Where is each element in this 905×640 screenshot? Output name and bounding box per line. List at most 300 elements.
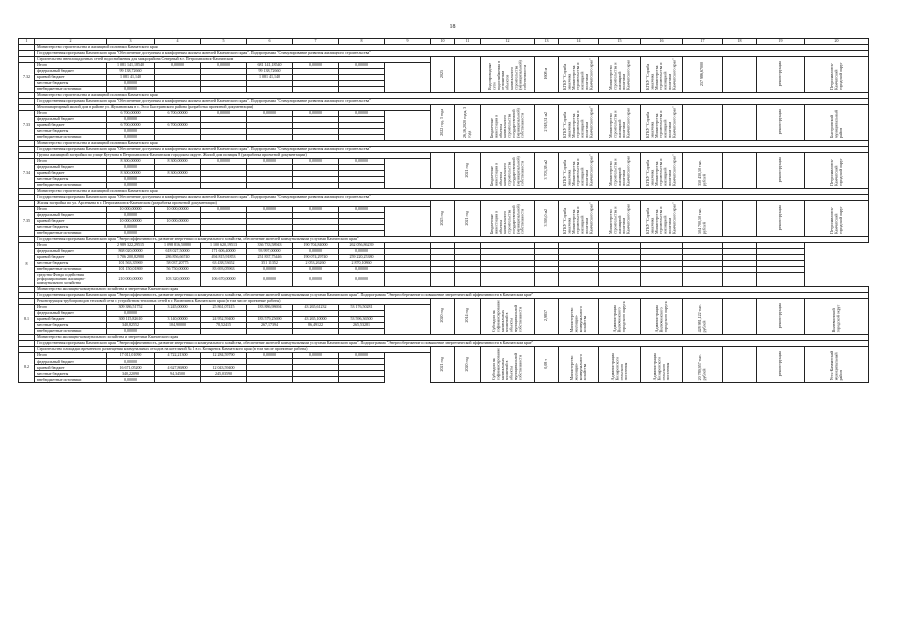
attribute-cell: [757, 298, 805, 334]
finance-label: федеральный бюджет: [35, 310, 107, 316]
attribute-text: Администрация Вилючинского городского округа: [611, 301, 626, 333]
finance-value: 190 074,29740: [293, 255, 339, 261]
program-row-text: Государственная программа Камчатского края "Обеспечение доступным и комфортным жильем жителей Камчатского края". Подпрограмма "Стимулирование развития жилищного строительства": [35, 195, 869, 201]
investment-table: [18, 38, 869, 383]
finance-value: 868 020,00000: [107, 249, 155, 255]
finance-value: 336 733,58943: [247, 243, 293, 249]
finance-value: 0,00000: [293, 273, 339, 287]
finance-value: 10 000,00000: [155, 219, 201, 225]
attribute-cell: [757, 153, 805, 189]
finance-value: [155, 377, 201, 383]
finance-label: внебюджетные источники: [35, 231, 107, 237]
finance-label: краевой бюджет: [35, 171, 107, 177]
finance-label: внебюджетные источники: [35, 377, 107, 383]
finance-label: краевой бюджет: [35, 365, 107, 371]
attribute-text: КГКУ "Служба заказчика Министерства строительства и жилищной политики Камчатского края": [562, 106, 594, 139]
finance-label: местные бюджеты: [35, 225, 107, 231]
finance-value: 6 700,00000: [155, 111, 201, 117]
attribute-text: Бюджетные инвестиции в объекты капитального строительства государственной (муниципальной) собственности: [488, 204, 525, 235]
attribute-cell: [723, 201, 757, 237]
finance-value: 0,00000: [107, 183, 155, 189]
attribute-cell: [431, 201, 455, 237]
finance-value: [339, 377, 385, 383]
attribute-cell: [723, 346, 757, 382]
attribute-cell: [535, 57, 559, 93]
finance-value: 2 989 322,29515: [107, 243, 155, 249]
finance-label: краевой бюджет: [35, 219, 107, 225]
finance-value: 12 043,59400: [201, 365, 247, 371]
finance-value: 0,00000: [107, 231, 155, 237]
finance-label: Итого: [35, 207, 107, 213]
finance-value: 0,00000: [107, 213, 155, 219]
attribute-cell: [559, 298, 599, 334]
column-number: 17: [683, 39, 723, 45]
row-code: 8: [19, 243, 35, 287]
finance-value: 262 056,86239: [339, 243, 385, 249]
finance-value: 0,00000: [107, 359, 155, 365]
finance-value: 210 000,00000: [107, 273, 155, 287]
finance-value: 25 861,07415: [201, 304, 247, 310]
finance-value: 309 386,51752: [107, 304, 155, 310]
column-number: 4: [155, 39, 201, 45]
blank-cell: [559, 273, 599, 287]
column-number: 14: [559, 39, 599, 45]
attribute-cell: [683, 298, 723, 334]
finance-value: 8 300,00000: [155, 171, 201, 177]
finance-label: Итого: [35, 243, 107, 249]
finance-value: 1 081 41,140: [247, 75, 293, 81]
attribute-cell: [723, 153, 757, 189]
attribute-text: 428 981,122 тыс. рублей: [697, 304, 707, 333]
attribute-text: Быстринский муниципальный район: [828, 110, 843, 139]
attribute-cell: [599, 57, 641, 93]
attribute-cell: [559, 153, 599, 189]
finance-value: 0,00000: [293, 249, 339, 255]
program-row-text: Государственная программа Камчатского края "Обеспечение доступным и комфортным жильем жителей Камчатского края". Подпрограмма "Стимулирование развития жилищного строительства": [35, 147, 869, 153]
attribute-cell: [431, 346, 455, 382]
finance-value: 0,00000: [201, 159, 247, 165]
column-number: 1: [19, 39, 35, 45]
finance-value: 99 138,72660: [107, 69, 155, 75]
attribute-cell: [455, 105, 481, 141]
attribute-text: 0,08 т: [543, 359, 549, 369]
attribute-text: 2021 год: [439, 356, 445, 372]
finance-label: местные бюджеты: [35, 261, 107, 267]
attribute-text: 2025: [439, 69, 445, 78]
attribute-cell: [455, 298, 481, 334]
finance-value: 0,00000: [293, 207, 339, 213]
attribute-text: Бюджетные инвестиции в объекты капитального строительства государственной (муниципальной) собственности: [488, 108, 525, 139]
finance-value: 24 952,59400: [201, 316, 247, 322]
finance-value: 101 150,01869: [107, 267, 155, 273]
blank-cell: [723, 273, 757, 287]
finance-value: 190 704,84000: [293, 243, 339, 249]
attribute-text: 2020 год: [439, 308, 445, 323]
finance-label: внебюджетные источники: [35, 135, 107, 141]
attribute-text: 2,9857: [543, 310, 549, 322]
column-number: 18: [723, 39, 757, 45]
attribute-cell: [481, 57, 535, 93]
finance-value: 0,00000: [155, 63, 201, 69]
finance-value: 104,90000: [155, 322, 201, 328]
finance-value: 93 997,00000: [247, 249, 293, 255]
finance-label: федеральный бюджет: [35, 359, 107, 365]
ministry-row-text: Министерство строительства и жилищной политики Камчатского края: [35, 189, 869, 195]
finance-value: 86,49122: [293, 322, 339, 328]
attribute-text: Бюджетные инвестиции в объекты капитального строительства государственной (муниципальной) собственности: [488, 156, 525, 187]
column-number: 3: [107, 39, 155, 45]
finance-value: 0,00000: [339, 207, 385, 213]
attribute-text: 1608 м: [543, 68, 549, 80]
attribute-cell: [535, 201, 559, 237]
finance-value: 0,00000: [107, 81, 155, 87]
finance-value: [201, 377, 247, 383]
attribute-text: КГКУ "Служба заказчика Министерства строительства и жилищной политики Камчатского края": [562, 202, 594, 235]
finance-value: 681 141,18540: [247, 63, 293, 69]
finance-value: 1 706 200,82980: [107, 255, 155, 261]
attribute-text: КГКУ "Служба заказчика Министерства строительства и жилищной политики Камчатского края": [562, 58, 594, 91]
attribute-cell: [481, 346, 535, 382]
finance-value: 351 11352: [247, 261, 293, 267]
finance-value: 4 722,21300: [155, 352, 201, 358]
finance-label: федеральный бюджет: [35, 69, 107, 75]
finance-value: 2 053,26260: [293, 261, 339, 267]
finance-label: Итого: [35, 159, 107, 165]
finance-label: краевой бюджет: [35, 75, 107, 81]
attribute-text: 2021 год: [464, 210, 470, 226]
attribute-text: КГКУ "Служба заказчика Министерства строительства и жилищной политики Камчатского края": [645, 58, 677, 91]
finance-value: 0,00000: [247, 159, 293, 165]
finance-value: [247, 377, 293, 383]
finance-value: 259 220,25380: [339, 255, 385, 261]
object-row-text: Группа жилищной застройки по улице Кутузова в Петропавловск-Камчатском городском округе. Жилой дом позиция 8 (разработка проектной документации): [35, 153, 431, 159]
finance-value: 0,00000: [107, 328, 155, 334]
finance-value: 171 606,40000: [201, 249, 247, 255]
finance-label: внебюджетные источники: [35, 183, 107, 189]
attribute-cell: [559, 201, 599, 237]
program-row-text: Государственная программа Камчатского края "Энергоэффективность, развитие энергетики и коммунального хозяйства, обеспечение жителей коммунальными услугами Камчатского края". Подпрограмма "Энергосбережение и повышение энергетической эффективности в Камчатском крае": [35, 292, 869, 298]
finance-value: 494 815,91853: [201, 255, 247, 261]
finance-value: 103 320,00000: [155, 273, 201, 287]
attribute-text: Министерство строительства и жилищной политики Камчатского края: [607, 108, 631, 139]
finance-value: 0,00000: [293, 159, 339, 165]
attribute-cell: [559, 57, 599, 93]
column-number: 2: [35, 39, 107, 45]
finance-label: местные бюджеты: [35, 322, 107, 328]
object-row-text: Строительство внеплощадочных сетей водоснабжения для микрорайона Северный в г. Петропавловск-Камчатском: [35, 57, 431, 63]
blank-cell: [641, 273, 683, 287]
finance-value: 183 886,98694: [247, 304, 293, 310]
attribute-text: реконструкция: [777, 109, 783, 135]
attribute-cell: [757, 346, 805, 382]
attribute-text: 26,16,2020 годы, 3 года: [462, 107, 472, 139]
finance-value: 99 138,72660: [247, 69, 293, 75]
attribute-cell: [455, 57, 481, 93]
attribute-cell: [599, 346, 641, 382]
column-number: 6: [247, 39, 293, 45]
attribute-cell: [805, 298, 869, 334]
finance-value: 6 700,00000: [155, 123, 201, 129]
attribute-text: Петропавловск-Камчатский городской округ: [828, 206, 843, 235]
attribute-text: 257 986,67000: [699, 61, 705, 86]
finance-value: 0,00000: [247, 267, 293, 273]
finance-value: 53 596,36500: [339, 316, 385, 322]
finance-value: 0,00000: [247, 111, 293, 117]
attribute-cell: [535, 105, 559, 141]
finance-value: 265,53281: [339, 322, 385, 328]
finance-label: местные бюджеты: [35, 177, 107, 183]
finance-value: 0,00000: [107, 117, 155, 123]
finance-label: федеральный бюджет: [35, 213, 107, 219]
attribute-text: Субсидии на софинансирование капитальных вложений в объекты муниципальной собственности: [491, 299, 523, 332]
row-code: 7.32: [19, 63, 35, 93]
attribute-cell: [535, 346, 559, 382]
attribute-cell: [535, 153, 559, 189]
attribute-cell: [723, 57, 757, 93]
attribute-text: Субсидии на софинансирование капитальных вложений в объекты муниципальной собственности: [491, 347, 523, 381]
attribute-cell: [599, 298, 641, 334]
attribute-text: 350 430,50 тыс. рублей: [697, 160, 707, 187]
attribute-text: Министерство жилищно-коммунального хозяйства: [568, 306, 587, 333]
finance-value: 183 579,25690: [247, 316, 293, 322]
finance-value: 53 176,50281: [339, 304, 385, 310]
finance-label: Итого: [35, 111, 107, 117]
finance-label: краевой бюджет: [35, 316, 107, 322]
finance-value: 10 000,00000: [155, 207, 201, 213]
attribute-text: Водопроводные сети водоснабжения в отношении объектов капитального строительства (муниципальной) собственности: [486, 60, 527, 91]
attribute-text: 3 595,0 м2: [543, 209, 549, 227]
finance-label: Итого: [35, 63, 107, 69]
program-row-text: Государственная программа Камчатского края "Обеспечение доступным и комфортным жильем жителей Камчатского края". Подпрограмма "Стимулирование развития жилищного строительства": [35, 51, 869, 57]
finance-value: 16 671,05200: [107, 365, 155, 371]
finance-value: 1 081 41,140: [107, 75, 155, 81]
attribute-cell: [535, 298, 559, 334]
finance-value: 8 300,00000: [107, 171, 155, 177]
attribute-cell: [481, 153, 535, 189]
attribute-cell: [599, 105, 641, 141]
attribute-cell: [641, 153, 683, 189]
attribute-text: Петропавловск-Камчатский городской округ: [828, 62, 843, 91]
blank-cell: [481, 273, 535, 287]
finance-value: 78,52415: [201, 322, 247, 328]
finance-value: 0,00000: [339, 249, 385, 255]
attribute-text: реконструкция: [777, 157, 783, 183]
attribute-cell: [757, 201, 805, 237]
blank-cell: [535, 273, 559, 287]
finance-value: 0,00000: [339, 352, 385, 358]
finance-label: Итого: [35, 352, 107, 358]
finance-value: 267,17394: [247, 322, 293, 328]
column-number: 13: [535, 39, 559, 45]
object-row-text: Реконструкция трубопроводов тепловой сети с устройством тепловых сетей в г. Вилючинск Камчатского края (в том числе проектные работы): [35, 298, 431, 304]
attribute-text: КГКУ "Служба заказчика Министерства строительства и жилищной политики Камчатского края": [562, 154, 594, 187]
attribute-text: Министерство строительства и жилищной политики Камчатского края: [607, 60, 631, 91]
attribute-text: 2 918,31 м2: [543, 112, 549, 132]
attribute-text: Петропавловск-Камчатский городской округ: [828, 158, 843, 187]
finance-label: внебюджетные источники: [35, 328, 107, 334]
finance-value: 58 037,20775: [155, 261, 201, 267]
attribute-text: КГКУ "Служба заказчика Министерства строительства и жилищной политики Камчатского края": [645, 154, 677, 187]
row-code: 7.33: [19, 111, 35, 141]
finance-label: федеральный бюджет: [35, 249, 107, 255]
finance-value: 0,00000: [247, 352, 293, 358]
finance-label: местные бюджеты: [35, 81, 107, 87]
finance-label: местные бюджеты: [35, 371, 107, 377]
finance-label: федеральный бюджет: [35, 117, 107, 123]
column-number: 9: [385, 39, 431, 45]
blank-cell: [599, 273, 641, 287]
finance-value: 3 245,00000: [155, 304, 201, 310]
ministry-row-text: Министерство строительства и жилищной политики Камчатского края: [35, 93, 869, 99]
attribute-text: реконструкция: [777, 351, 783, 377]
finance-value: 0,00000: [339, 267, 385, 273]
ministry-row-text: Министерство строительства и жилищной политики Камчатского края: [35, 141, 869, 147]
attribute-text: 2021 год: [464, 162, 470, 178]
finance-label: местные бюджеты: [35, 129, 107, 135]
attribute-text: Вилючинский городской округ: [831, 304, 841, 333]
ministry-row-text: Министерство жилищно-коммунального хозяйства и энергетики Камчатского края: [35, 334, 869, 340]
finance-label: внебюджетные источники: [35, 87, 107, 93]
row-code: 7.34: [19, 159, 35, 189]
attribute-cell: [641, 105, 683, 141]
ministry-row-text: Министерство строительства и жилищной политики Камчатского края: [35, 45, 869, 51]
column-number: 16: [641, 39, 683, 45]
finance-value: 0,00000: [201, 111, 247, 117]
finance-value: 63 438,53652: [201, 261, 247, 267]
attribute-cell: [683, 57, 723, 93]
finance-value: 0,00000: [293, 111, 339, 117]
attribute-text: 504 700,50 тыс. рублей: [697, 208, 707, 235]
attribute-text: реконструкция: [777, 205, 783, 231]
attribute-cell: [683, 105, 723, 141]
program-row-text: Государственная программа Камчатского края "Обеспечение доступным и комфортным жильем жителей Камчатского края". Подпрограмма "Стимулирование развития жилищного строительства": [35, 99, 869, 105]
row-code: 7.35: [19, 207, 35, 237]
attribute-cell: [757, 57, 805, 93]
ministry-row-text: Министерство жилищно-коммунального хозяйства и энергетики Камчатского края: [35, 286, 869, 292]
attribute-cell: [431, 57, 455, 93]
finance-value: 0,00000: [201, 63, 247, 69]
attribute-text: КГКУ "Служба заказчика Министерства строительства и жилищной политики Камчатского края": [645, 202, 677, 235]
attribute-text: 2020 год: [464, 356, 470, 372]
finance-value: 0,00000: [107, 135, 155, 141]
finance-value: 4 627,86800: [155, 365, 201, 371]
finance-value: 0,00000: [107, 129, 155, 135]
attribute-text: 2025 год: [439, 210, 445, 226]
column-number: 20: [805, 39, 869, 45]
finance-value: 8 300,00000: [155, 159, 201, 165]
finance-value: 94,34500: [155, 371, 201, 377]
finance-value: 6 700,00000: [107, 123, 155, 129]
row-code: 8.1: [19, 304, 35, 334]
finance-value: 56 750,00000: [155, 267, 201, 273]
attribute-cell: [805, 346, 869, 382]
attribute-cell: [431, 153, 455, 189]
attribute-cell: [723, 298, 757, 334]
attribute-text: 2022 год, 3 года: [439, 108, 445, 136]
finance-value: 10 000,00000: [107, 219, 155, 225]
blank-cell: [683, 273, 723, 287]
finance-value: 43 265,10000: [293, 316, 339, 322]
blank-cell: [757, 273, 805, 287]
attribute-cell: [683, 346, 723, 382]
finance-label: федеральный бюджет: [35, 165, 107, 171]
finance-value: 106 670,00000: [201, 273, 247, 287]
attribute-cell: [599, 153, 641, 189]
attribute-cell: [805, 153, 869, 189]
attribute-cell: [805, 105, 869, 141]
finance-value: 6 700,00000: [107, 111, 155, 117]
finance-value: 101 563,35969: [107, 261, 155, 267]
attribute-text: Министерство жилищно-коммунального хозяйства: [568, 354, 587, 381]
finance-value: 0,00000: [293, 267, 339, 273]
finance-value: 300 115,82610: [107, 316, 155, 322]
finance-label: Итого: [35, 304, 107, 310]
finance-value: 618 027,50000: [155, 249, 201, 255]
attribute-cell: [431, 105, 455, 141]
finance-value: 1 098 816,50880: [155, 243, 201, 249]
attribute-cell: [641, 201, 683, 237]
attribute-cell: [431, 298, 455, 334]
finance-value: 43 265,61232: [293, 304, 339, 310]
finance-value: 83 693,05963: [201, 267, 247, 273]
attribute-text: реконструкция: [777, 303, 783, 329]
finance-value: [293, 377, 339, 383]
attribute-cell: [481, 105, 535, 141]
attribute-text: Администрация Козыревского сельского поселения: [651, 353, 670, 381]
attribute-text: Администрация Вилючинского городского округа: [653, 301, 668, 333]
blank-cell: [385, 273, 431, 287]
finance-value: 1 081 141,18540: [107, 63, 155, 69]
finance-value: 0,00000: [107, 177, 155, 183]
finance-value: 3 140,00000: [155, 316, 201, 322]
blank-cell: [431, 273, 455, 287]
finance-value: 17 011,01090: [107, 352, 155, 358]
finance-value: 0,00000: [107, 165, 155, 171]
attribute-text: КГКУ "Служба заказчика Министерства строительства и жилищной политики Камчатского края": [645, 106, 677, 139]
finance-value: 286 856,66740: [155, 255, 201, 261]
object-row-text: Жилая застройка по ул. Арсеньева в г. Петропавловск-Камчатском (разработка проектной документации): [35, 201, 431, 207]
program-row-text: Государственная программа Камчатского края "Энергоэффективность, развитие энергетики и коммунального хозяйства, обеспечение жителей коммунальными услугами Камчатского края": [35, 237, 869, 243]
attribute-cell: [455, 153, 481, 189]
column-number: 7: [293, 39, 339, 45]
column-number: 10: [431, 39, 455, 45]
column-number: 5: [201, 39, 247, 45]
page-number: 18: [449, 24, 456, 30]
attribute-cell: [559, 105, 599, 141]
attribute-cell: [683, 201, 723, 237]
column-number: 11: [455, 39, 481, 45]
attribute-cell: [481, 201, 535, 237]
attribute-cell: [559, 346, 599, 382]
column-number: 8: [339, 39, 385, 45]
finance-value: 0,00000: [201, 207, 247, 213]
attribute-text: Усть-Камчатский муниципальный район: [828, 351, 843, 381]
finance-label: краевой бюджет: [35, 123, 107, 129]
finance-row: [19, 273, 869, 287]
attribute-cell: [723, 105, 757, 141]
attribute-cell: [455, 346, 481, 382]
finance-value: 340,82552: [107, 322, 155, 328]
column-number: 19: [757, 39, 805, 45]
finance-value: 0,00000: [339, 273, 385, 287]
attribute-cell: [455, 201, 481, 237]
object-row-text: Многоквартирный жилой дом в районе ул. Жупановская в с. Эссо Быстринского района (разработка проектной документации): [35, 105, 431, 111]
column-number: 15: [599, 39, 641, 45]
attribute-text: реконструкция: [777, 61, 783, 87]
attribute-text: 2014 год: [464, 308, 470, 323]
finance-value: 0,00000: [339, 159, 385, 165]
finance-label: краевой бюджет: [35, 255, 107, 261]
